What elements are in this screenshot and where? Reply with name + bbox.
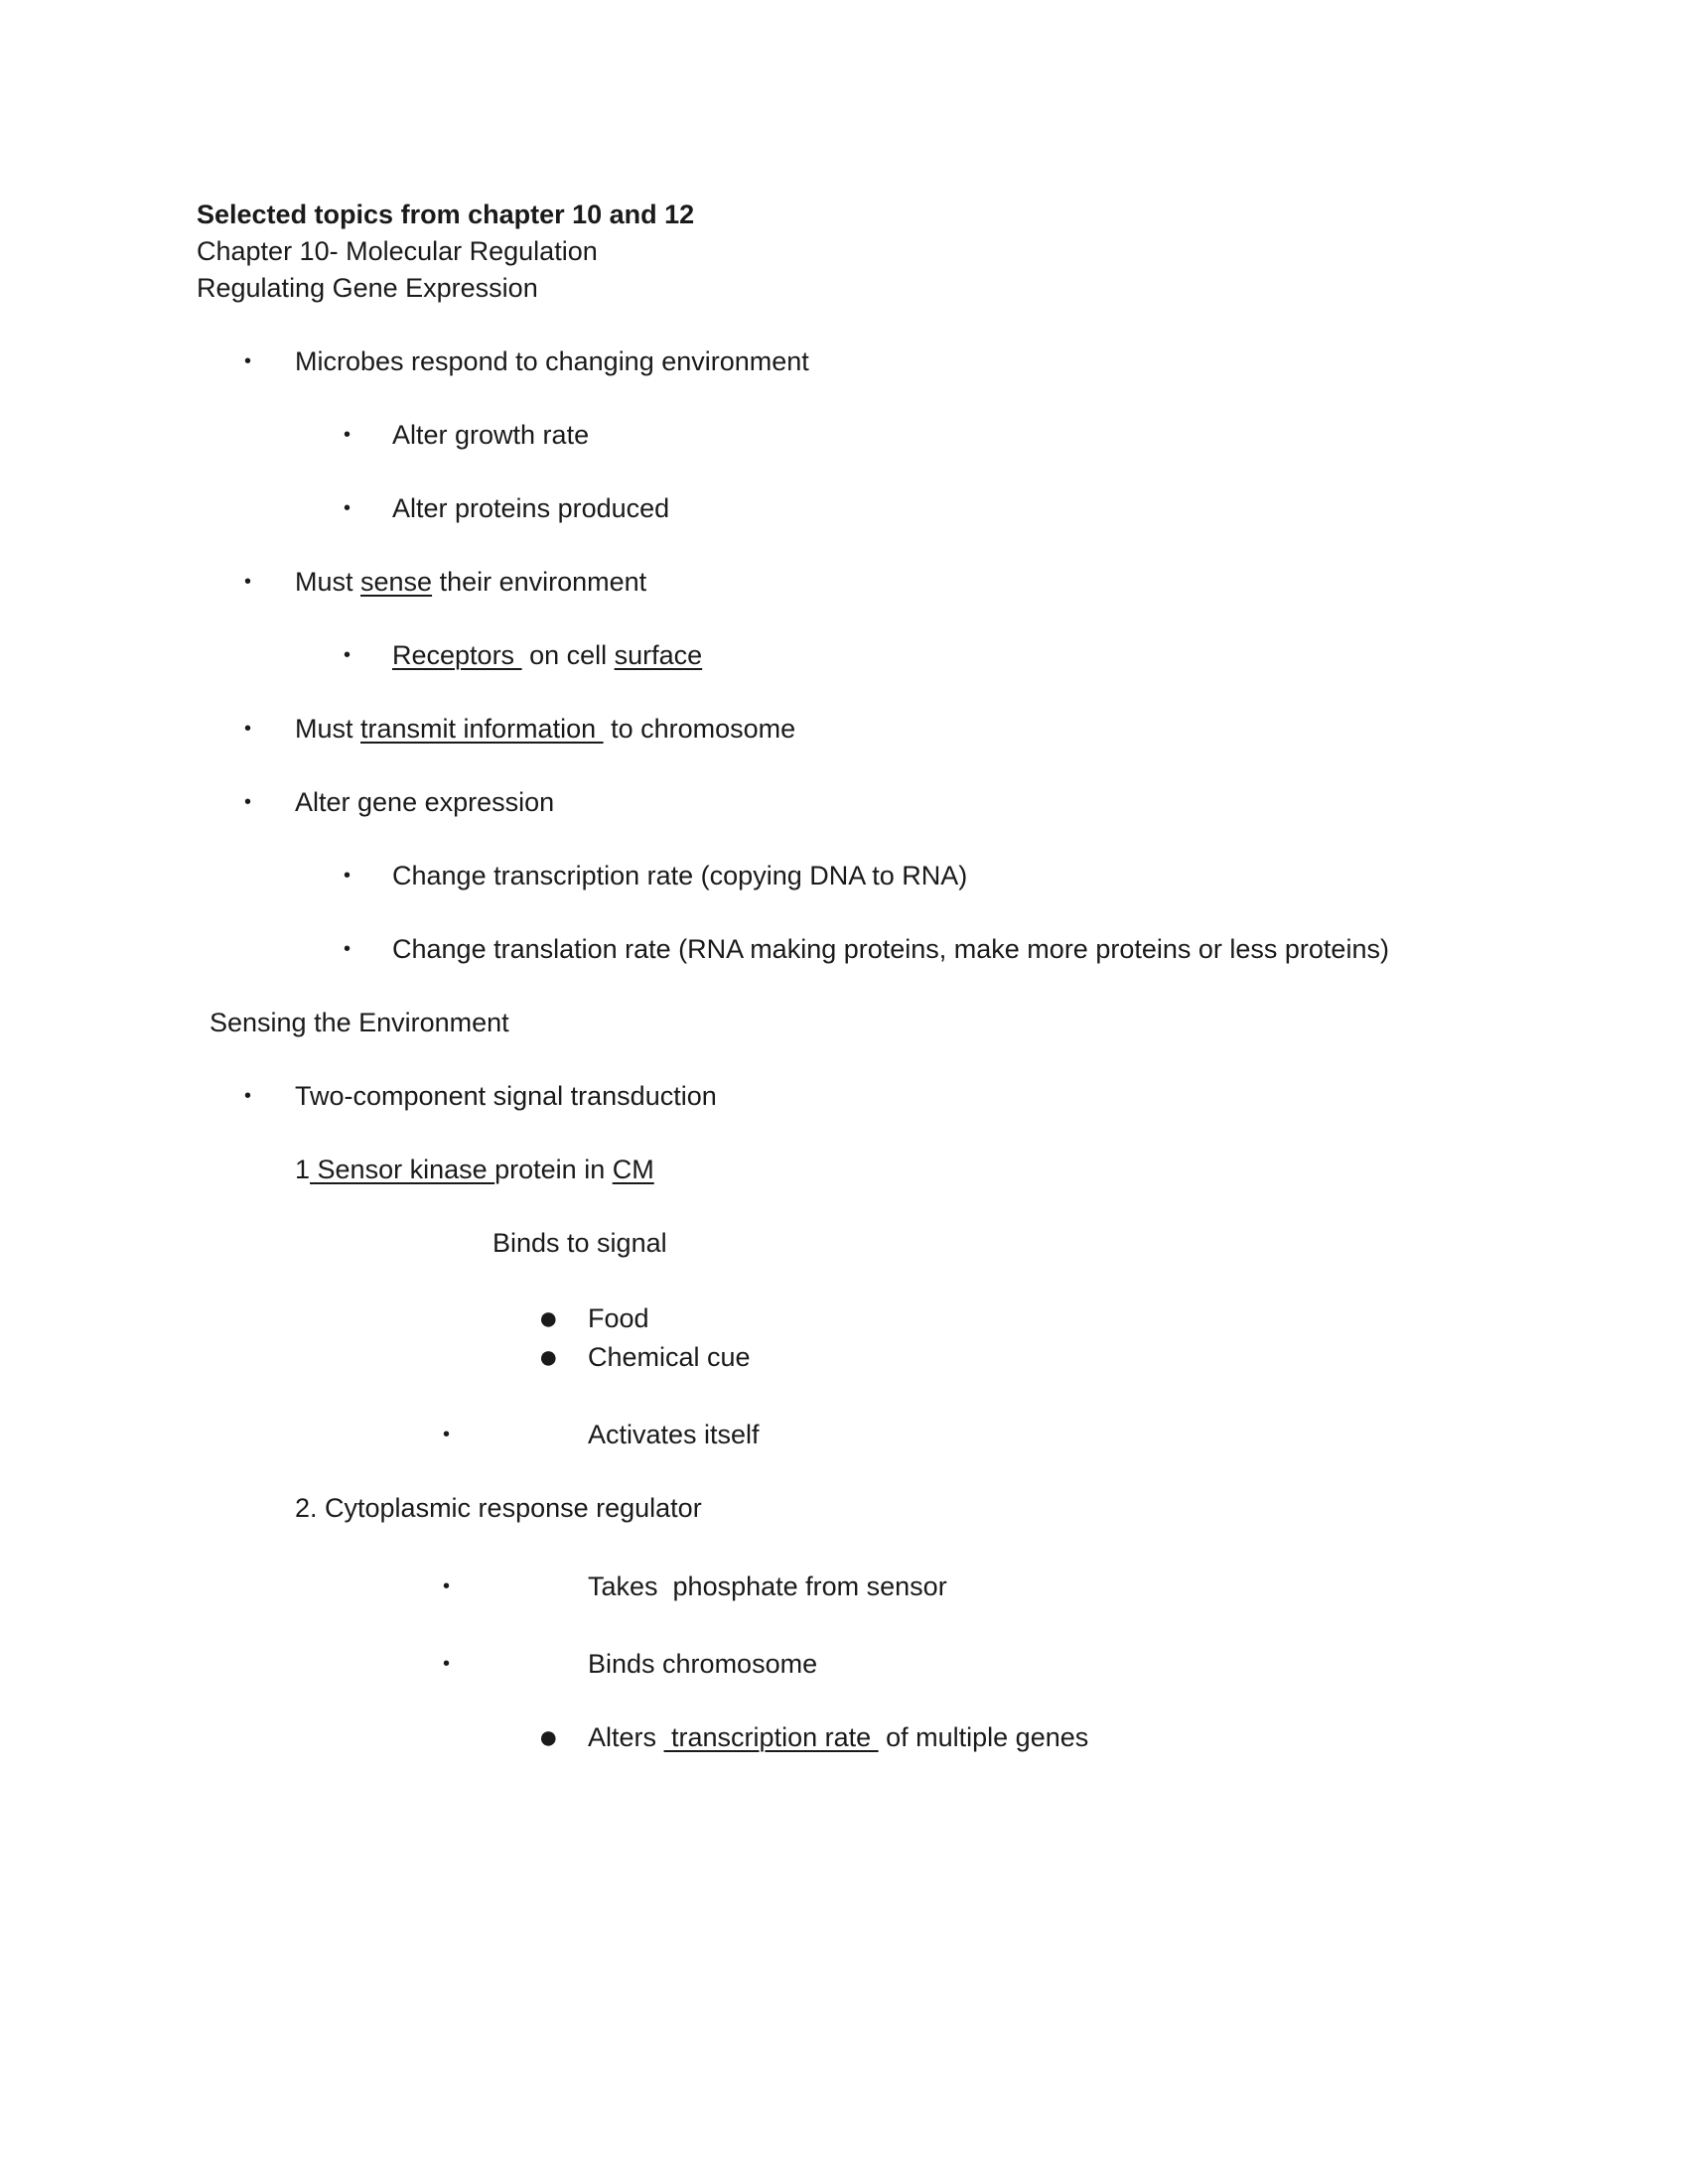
bullet-icon: ● [538, 1299, 559, 1337]
underlined-term: Sensor kinase [310, 1155, 495, 1184]
bullet-icon: ● [538, 1718, 559, 1756]
text-run: on cell [521, 640, 615, 670]
list-item: Change translation rate (RNA making proteins, make more proteins or less proteins) [392, 934, 1389, 964]
list-item: Alter proteins produced [392, 493, 670, 523]
bullet-icon: • [344, 424, 352, 446]
list-item: Two-component signal transduction [295, 1081, 717, 1111]
underlined-term: surface [614, 640, 703, 670]
underlined-term: transcription rate [663, 1722, 879, 1752]
section-heading: Sensing the Environment [210, 1008, 509, 1037]
list-item: Activates itself [588, 1420, 760, 1449]
numbered-item [295, 1152, 654, 1187]
list-item: Binds chromosome [588, 1649, 818, 1679]
underlined-term: CM [612, 1155, 654, 1184]
bullet-icon: • [443, 1424, 451, 1445]
underlined-term: Receptors [392, 640, 522, 670]
list-item: Food [588, 1303, 649, 1333]
text-run: their environment [432, 567, 647, 597]
bullet-icon: • [244, 791, 252, 813]
bullet-icon: • [244, 1085, 252, 1107]
text-run: of multiple genes [878, 1722, 1089, 1752]
underlined-term: transmit information [360, 714, 604, 744]
text-run: Must [295, 567, 361, 597]
bullet-icon: • [244, 718, 252, 740]
numbered-item: 2. Cytoplasmic response regulator [295, 1493, 702, 1523]
underlined-term: sense [360, 567, 433, 597]
bullet-icon: • [344, 938, 352, 960]
section-heading: Regulating Gene Expression [197, 273, 538, 303]
bullet-icon: • [244, 571, 252, 593]
list-item: Alter gene expression [295, 787, 555, 817]
text-run: Must [295, 714, 361, 744]
text-run: protein in [494, 1155, 613, 1184]
sub-heading: Binds to signal [492, 1228, 667, 1258]
list-item [588, 1569, 947, 1604]
bullet-icon: • [344, 497, 352, 519]
list-item [295, 564, 646, 600]
list-item [295, 711, 795, 747]
text-run: Takes phosphate from sensor [588, 1571, 947, 1601]
document-title: Selected topics from chapter 10 and 12 [197, 200, 695, 229]
list-item: Change transcription rate (copying DNA to RNA) [392, 861, 968, 890]
bullet-icon: • [344, 865, 352, 887]
list-item: Microbes respond to changing environment [295, 346, 809, 376]
item-number: 1 [295, 1155, 311, 1184]
list-item: Alter growth rate [392, 420, 590, 450]
bullet-icon: • [344, 644, 352, 666]
list-item: Chemical cue [588, 1342, 751, 1372]
text-run: to chromosome [603, 714, 796, 744]
bullet-icon: • [443, 1653, 451, 1675]
bullet-icon: ● [538, 1338, 559, 1376]
bullet-icon: • [244, 350, 252, 372]
chapter-heading: Chapter 10- Molecular Regulation [197, 236, 598, 266]
list-item [392, 637, 702, 673]
list-item [588, 1719, 1088, 1755]
bullet-icon: • [443, 1575, 451, 1597]
text-run: Alters [588, 1722, 664, 1752]
